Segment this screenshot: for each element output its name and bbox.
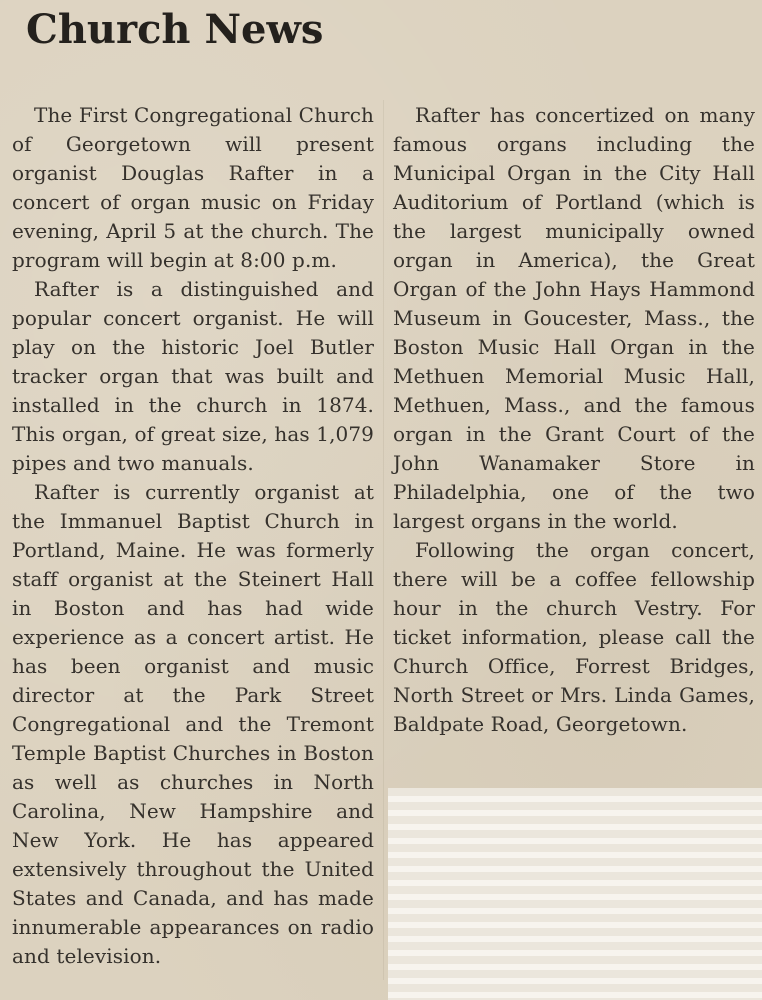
headline: Church News <box>26 6 324 53</box>
column-divider <box>383 100 384 980</box>
paragraph-famous-organs: Rafter has concertized on many famous organs including the Municipal Organ in the City Hall Auditorium of Portland (which is the largest municipally owned organ in America), the Great Organ of the John Hays Hammond Museum in Goucester, Mass., the Boston Music Hall Organ in the Methuen Memorial Music Hall, Methuen, Mass., and the famous organ in the Grant Court of the John Wanamaker Store in Philadelphia, one of the two largest organs in the world. <box>393 103 755 533</box>
paragraph-organ-description: Rafter is a distinguished and popular concert organist. He will play on the historic Joel Butler tracker organ that was built and installed in the church in 1874. This organ, of great size, has 1,079 pipes and two manuals. <box>12 277 374 475</box>
ruled-background-area <box>388 788 762 1000</box>
paragraph-fellowship-hour: Following the organ concert, there will be a coffee fellowship hour in the church Vestry. For ticket information, please call the Church Office, Forrest Bridges, North Street or Mrs. Linda Games, Baldpate Road, Georgetown. <box>393 538 755 736</box>
article-right-column <box>393 101 755 739</box>
article-left-column <box>12 101 374 971</box>
paragraph-concert-announcement: The First Congregational Church of Georgetown will present organist Douglas Rafter in a concert of organ music on Friday evening, April 5 at the church. The program will begin at 8:00 p.m. <box>12 103 374 272</box>
paragraph-organist-biography: Rafter is currently organist at the Immanuel Baptist Church in Portland, Maine. He was formerly staff organist at the Steinert Hall in Boston and has had wide experience as a concert artist. He has been organist and music director at the Park Street Congregational and the Tremont Temple Baptist Churches in Boston as well as churches in North Carolina, New Hampshire and New York. He has appeared extensively throughout the United States and Canada, and has made innumerable appearances on radio and television. <box>12 480 374 968</box>
